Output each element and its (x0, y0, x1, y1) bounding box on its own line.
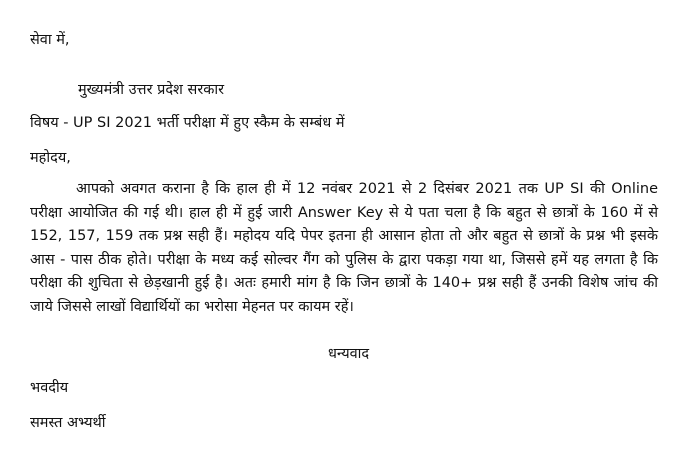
closing-line: भवदीय (30, 380, 69, 396)
signature-line: समस्त अभ्यर्थी (30, 415, 106, 431)
address-greeting: महोदय, (30, 150, 71, 166)
recipient-line: मुख्यमंत्री उत्तर प्रदेश सरकार (78, 82, 225, 98)
letter-body: आपको अवगत कराना है कि हाल ही में 12 नवंबर 2021 से 2 दिसंबर 2021 तक UP SI की Online परीक्षा आयोजित की गई थी। हाल ही में हुई जारी Answer Key से ये पता चला है कि बहुत से छात्रों के 160 में से 152, 157, 159 तक प्रश्न सही हैं। महोदय यदि पेपर इतना ही आसान होता तो और बहुत से छात्रों के प्रश्न भी इसके आस - पास ठीक होते। परीक्षा के मध्य कई सोल्वर गैंग को पुलिस के द्वारा पकड़ा गया था, जिससे हमें यह लगता है कि परीक्षा की शुचिता से छेड़खानी हुई है। अतः हमारी मांग है कि जिन छात्रों के 140+ प्रश्न सही हैं उनकी विशेष जांच की जाये जिससे लाखों विद्यार्थियों का भरोसा मेहनत पर कायम रहें। (30, 181, 658, 315)
thanks-line: धन्यवाद (328, 346, 370, 362)
subject-line: विषय - UP SI 2021 भर्ती परीक्षा में हुए स्कैम के सम्बंध में (30, 115, 345, 131)
salutation: सेवा में, (30, 32, 70, 48)
